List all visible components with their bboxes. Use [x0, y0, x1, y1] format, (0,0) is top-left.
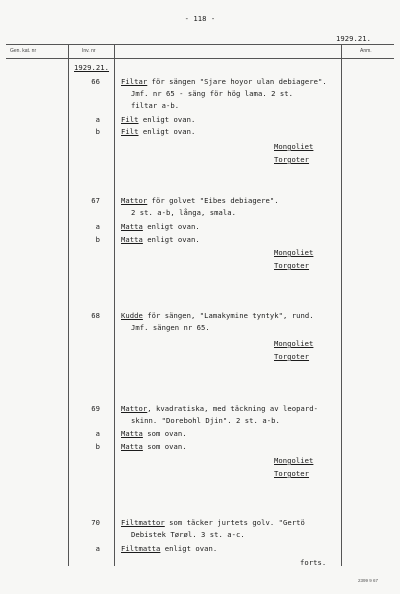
entry-line: Debistek Tørøl. 3 st. a-c.	[131, 530, 245, 539]
entry-line: Kudde för sängen, "Lamakymine tyntyk", rund.	[121, 311, 314, 320]
tag-region: Mongoliet	[274, 142, 314, 151]
header-bottom-rule	[6, 58, 394, 59]
inv-number: 68	[91, 311, 100, 320]
entry-line: skinn. "Dorebohl Djin". 2 st. a-b.	[131, 416, 280, 425]
inv-number: 69	[91, 404, 100, 413]
entry-line: Filtar för sängen "Sjare hoyor ulan debiagere".	[121, 77, 327, 86]
col-rule-3	[341, 44, 342, 566]
year-header: 1929.21.	[336, 34, 372, 43]
sub-line: Filt enligt ovan.	[121, 127, 196, 136]
inv-number: 70	[91, 518, 100, 527]
tag-region: Mongoliet	[274, 339, 314, 348]
entry-line: filtar a-b.	[131, 101, 180, 110]
tag-region: Mongoliet	[274, 248, 314, 257]
continued-note: forts.	[300, 558, 327, 567]
tag-people: Torgoter	[274, 352, 310, 361]
sub-letter: b	[95, 235, 100, 244]
sub-letter: a	[95, 544, 100, 553]
inv-number: 66	[91, 77, 100, 86]
year-entry: 1929.21.	[74, 63, 110, 72]
sub-line: Matta som ovan.	[121, 429, 187, 438]
sub-line: Filtmatta enligt ovan.	[121, 544, 218, 553]
col-rule-2	[114, 44, 115, 566]
tag-people: Torgoter	[274, 469, 310, 478]
col-header-inv: Inv. nr	[82, 48, 96, 54]
entry-line: Mattor för golvet "Eibes debiagere".	[121, 196, 279, 205]
tag-people: Torgoter	[274, 155, 310, 164]
sub-line: Filt enligt ovan.	[121, 115, 196, 124]
tag-people: Torgoter	[274, 261, 310, 270]
sub-letter: a	[95, 222, 100, 231]
sub-line: Matta enligt ovan.	[121, 235, 200, 244]
sub-line: Matta enligt ovan.	[121, 222, 200, 231]
entry-line: Jmf. nr 65 - säng för hög lama. 2 st.	[131, 89, 293, 98]
sub-letter: a	[95, 115, 100, 124]
col-header-gen-kat: Gen. kat. nr	[10, 48, 37, 54]
sub-letter: b	[95, 127, 100, 136]
col-header-anm: Anm.	[360, 48, 372, 54]
entry-line: Mattor, kvadratiska, med täckning av leopard-	[121, 404, 318, 413]
footer-code: 2399 9 67	[358, 578, 379, 583]
col-rule-1	[68, 44, 69, 566]
entry-line: Jmf. sängen nr 65.	[131, 323, 210, 332]
page-number: - 118 -	[184, 14, 216, 23]
header-top-rule	[6, 44, 394, 45]
entry-line: 2 st. a-b, långa, smala.	[131, 208, 237, 217]
entry-line: Filtmattor som täcker jurtets golv. "Gertö	[121, 518, 305, 527]
sub-letter: b	[95, 442, 100, 451]
tag-region: Mongoliet	[274, 456, 314, 465]
sub-line: Matta som ovan.	[121, 442, 187, 451]
inv-number: 67	[91, 196, 100, 205]
sub-letter: a	[95, 429, 100, 438]
